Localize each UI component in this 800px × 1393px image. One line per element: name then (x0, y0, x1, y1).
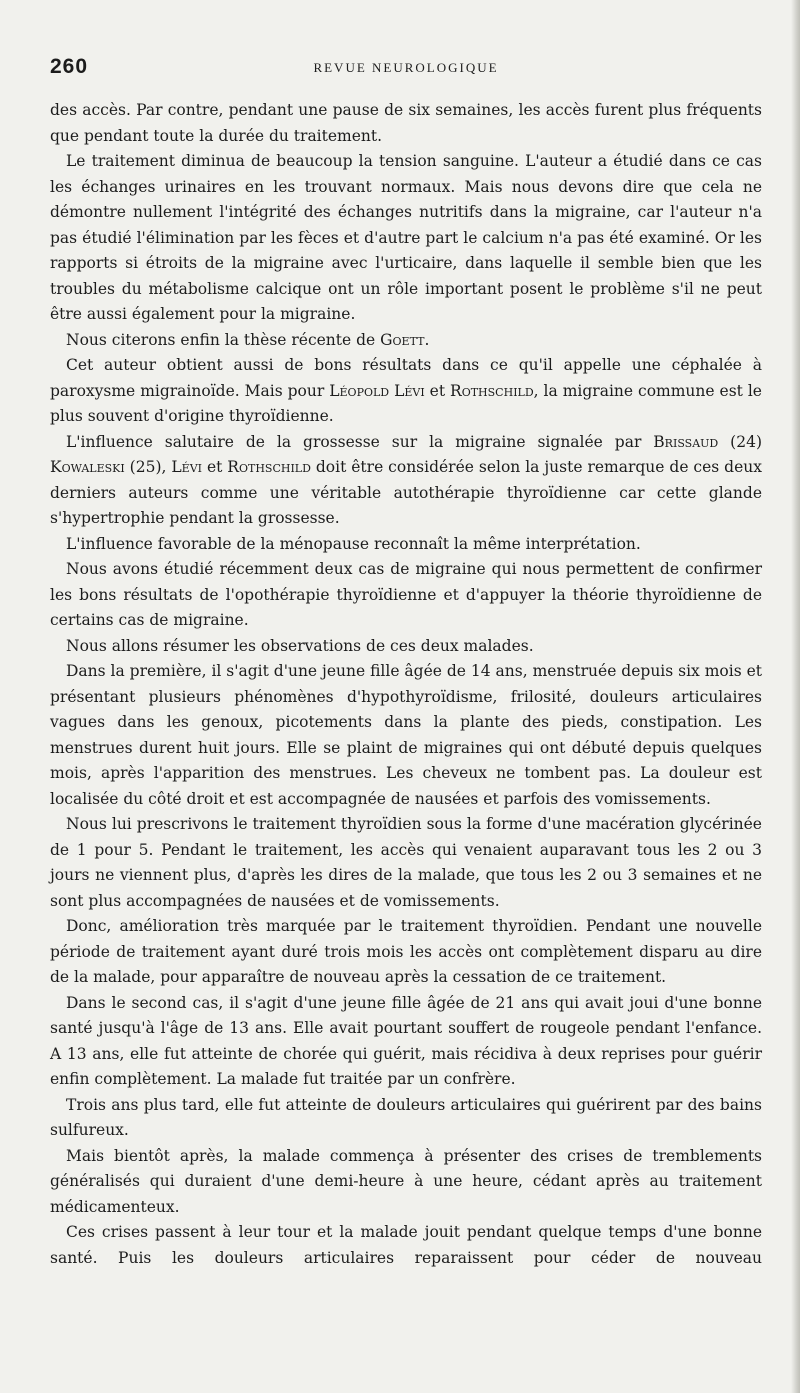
page-edge-shadow (791, 0, 800, 1393)
paragraph (50, 353, 762, 430)
text-run: Cet auteur obtient aussi de bons résultats dans ce qu'il appelle une céphalée à paroxysme migrainoïde. Mais pour (50, 356, 762, 400)
author-name: Lévi (171, 458, 202, 476)
paragraph (50, 1220, 762, 1271)
text-run: , la migraine commune est le plus souvent d'origine thyroïdienne. (50, 381, 762, 425)
text-run: Nous citerons enfin la thèse récente de (66, 330, 381, 349)
paragraph (50, 1144, 762, 1221)
text-run: Ces crises passent à leur tour et la malade jouit pendant quelque temps d'une bonne santé. Puis les douleurs articulaires reparaissent pour céder de nouveau (50, 1223, 762, 1267)
text-run: Nous lui prescrivons le traitement thyroïdien sous la forme d'une macération glycérinée de 1 pour 5. Pendant le traitement, les accès qui venaient auparavant tous les 2 ou 3 jours ne viennent plus, d'après les dires de la malade, que tous les 2 ou 3 semaines et ne sont plus accompagnées de nausées et de vomissements. (50, 815, 762, 910)
author-name: Rothschild (450, 381, 534, 400)
paragraph (50, 328, 762, 354)
text-run: et (424, 381, 451, 400)
text-run: Donc, amélioration très marquée par le traitement thyroïdien. Pendant une nouvelle période de traitement ayant duré trois mois les accès ont complètement disparu au dire de la malade, pour apparaître de nouveau après la cessation de ce traitement. (50, 917, 762, 986)
author-name: Léopold Lévi (329, 381, 425, 400)
page-header (50, 55, 762, 83)
paragraph (50, 659, 762, 812)
text-run: L'influence salutaire de la grossesse sur la migraine signalée par (66, 432, 654, 451)
paragraph (50, 149, 762, 328)
running-title: REVUE NEUROLOGIQUE (313, 60, 499, 75)
text-run: Le traitement diminua de beaucoup la tension sanguine. L'auteur a étudié dans ce cas les échanges urinaires en les trouvant normaux. Mais nous devons dire que cela ne démontre nullement l'intégrité des échanges nutritifs dans la migraine, car l'auteur n'a pas étudié l'élimination par les fèces et d'autre part le calcium n'a pas été examiné. Or les rapports si étroits de la migraine avec l'urticaire, dans laquelle il semble bien que les troubles du métabolisme calcique ont un rôle important posent le problème s'il ne peut être aussi également pour la migraine. (50, 152, 762, 323)
paragraph (50, 98, 762, 149)
text-run: Nous avons étudié récemment deux cas de migraine qui nous permettent de confirmer les bons résultats de l'opothérapie thyroïdienne et d'appuyer la théorie thyroïdienne de certains cas de migraine. (50, 560, 762, 629)
text-run: Dans la première, il s'agit d'une jeune fille âgée de 14 ans, menstruée depuis six mois et présentant plusieurs phénomènes d'hypothyroïdisme, frilosité, douleurs articulaires vagues dans les genoux, picotements dans la plante des pieds, constipation. Les menstrues durent huit jours. Elle se plaint de migraines qui ont débuté depuis quelques mois, après l'apparition des menstrues. Les cheveux ne tombent pas. La douleur est localisée du côté droit et est accompagnée de nausées et parfois des vomissements. (50, 662, 762, 808)
text-run: et (202, 458, 228, 476)
text-run: L'influence favorable de la ménopause reconnaît la même interprétation. (66, 534, 641, 553)
text-run: des accès. Par contre, pendant une pause de six semaines, les accès furent plus fréquents que pendant toute la durée du traitement. (50, 101, 762, 145)
text-run: . (424, 330, 430, 349)
paragraph (50, 812, 762, 914)
author-name: Rothschild (227, 458, 311, 476)
paragraph (50, 991, 762, 1093)
paragraph (50, 914, 762, 991)
paragraph (50, 1093, 762, 1144)
author-name: Brissaud (653, 432, 719, 451)
text-run: (24) (718, 432, 762, 451)
author-name: Goett (380, 330, 425, 349)
paragraph (50, 634, 762, 660)
paragraph (50, 430, 762, 532)
author-name: Kowaleski (50, 458, 125, 476)
page-number: 260 (50, 55, 89, 78)
text-run: Dans le second cas, il s'agit d'une jeune fille âgée de 21 ans qui avait joui d'une bonne santé jusqu'à l'âge de 13 ans. Elle avait pourtant souffert de rougeole pendant l'enfance. A 13 ans, elle fut atteinte de chorée qui guérit, mais récidiva à deux reprises pour guérir enfin complètement. La malade fut traitée par un confrère. (50, 993, 762, 1088)
article-body (50, 98, 762, 1271)
text-run: (25), (124, 458, 172, 476)
text-run: doit être considérée selon la juste remarque de ces deux derniers auteurs comme une véritable autothérapie thyroïdienne car cette glande s'hypertrophie pendant la grossesse. (50, 458, 762, 527)
text-run: Mais bientôt après, la malade commença à présenter des crises de tremblements généralisés qui duraient d'une demi-heure à une heure, cédant après au traitement médicamenteux. (50, 1146, 762, 1216)
paragraph (50, 532, 762, 558)
text-run: Nous allons résumer les observations de ces deux malades. (66, 636, 534, 655)
paragraph (50, 557, 762, 634)
text-run: Trois ans plus tard, elle fut atteinte de douleurs articulaires qui guérirent par des bains sulfureux. (50, 1095, 762, 1139)
